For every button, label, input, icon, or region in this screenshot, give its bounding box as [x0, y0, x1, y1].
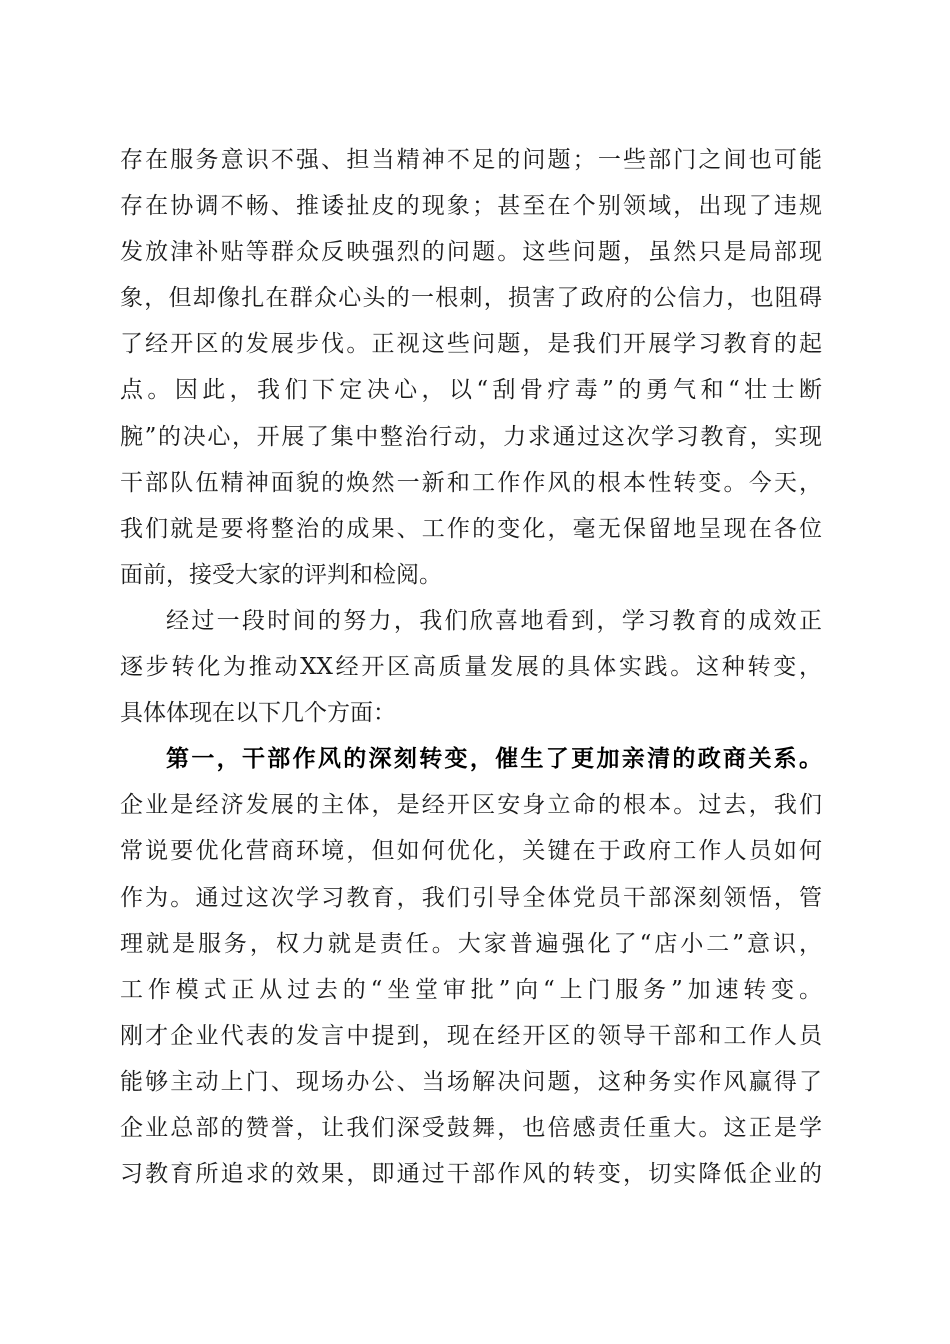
text-line: 作为。通过这次学习教育，我们引导全体党员干部深刻领悟，管: [120, 884, 822, 911]
text-line: 逐步转化为推动XX经开区高质量发展的具体实践。这种转变，: [120, 654, 822, 681]
text-line: 能够主动上门、现场办公、当场解决问题，这种务实作风赢得了: [120, 1068, 822, 1095]
text-line: 了经开区的发展步伐。正视这些问题，是我们开展学习教育的起: [120, 331, 822, 358]
text-line: 习教育所追求的效果，即通过干部作风的转变，切实降低企业的: [120, 1161, 822, 1188]
text-line: 企业是经济发展的主体，是经开区安身立命的根本。过去，我们: [120, 792, 822, 819]
text-line: 存在协调不畅、推诿扯皮的现象；甚至在个别领域，出现了违规: [120, 193, 822, 220]
body-text: [120, 137, 822, 1197]
text-line: 具体体现在以下几个方面：: [120, 700, 396, 727]
text-line: 常说要优化营商环境，但如何优化，关键在于政府工作人员如何: [120, 838, 822, 865]
text-line: 刚才企业代表的发言中提到，现在经开区的领导干部和工作人员: [120, 1022, 822, 1049]
text-line: 腕”的决心，开展了集中整治行动，力求通过这次学习教育，实现: [120, 423, 822, 450]
text-line: 发放津补贴等群众反映强烈的问题。这些问题，虽然只是局部现: [120, 239, 822, 266]
text-line: 象，但却像扎在群众心头的一根刺，损害了政府的公信力，也阻碍: [120, 285, 822, 312]
text-line: 面前，接受大家的评判和检阅。: [120, 561, 442, 588]
text-line: 理就是服务，权力就是责任。大家普遍强化了“店小二”意识，: [120, 930, 822, 957]
text-line: 企业总部的赞誉，让我们深受鼓舞，也倍感责任重大。这正是学: [120, 1114, 822, 1141]
section-heading: 第一，干部作风的深刻转变，催生了更加亲清的政商关系。: [166, 745, 822, 773]
text-line: 工作模式正从过去的“坐堂审批”向“上门服务”加速转变。: [120, 976, 822, 1003]
text-line: 经过一段时间的努力，我们欣喜地看到，学习教育的成效正: [166, 607, 822, 634]
text-line: 干部队伍精神面貌的焕然一新和工作作风的根本性转变。今天，: [120, 469, 822, 496]
text-line: 存在服务意识不强、担当精神不足的问题；一些部门之间也可能: [120, 147, 822, 173]
text-line: 我们就是要将整治的成果、工作的变化，毫无保留地呈现在各位: [120, 515, 822, 542]
text-line: 点。因此，我们下定决心，以“刮骨疗毒”的勇气和“壮士断: [120, 377, 822, 404]
